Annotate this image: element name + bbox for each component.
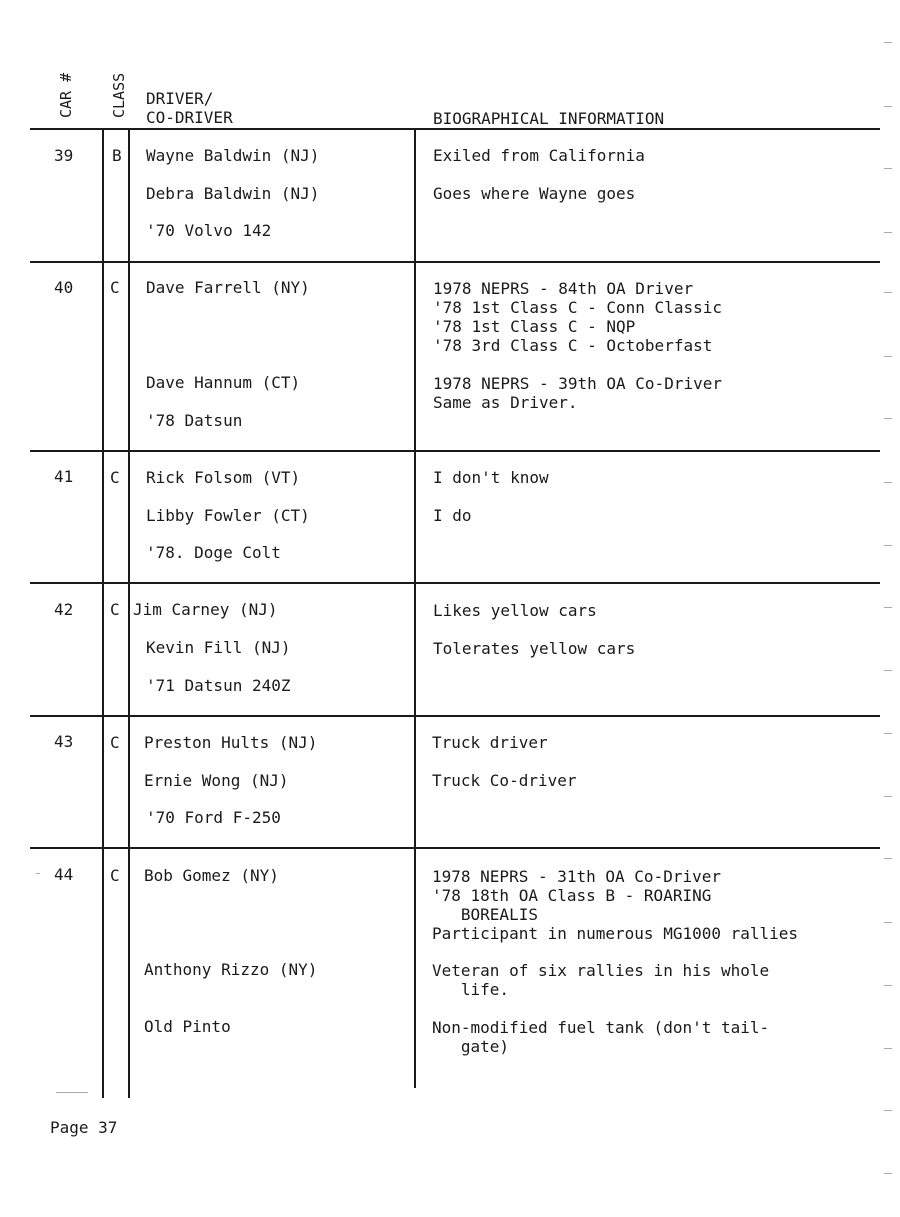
column-divider <box>102 130 104 1098</box>
car-number: 39 <box>54 146 74 165</box>
bio-line: 1978 NEPRS - 39th OA Co-Driver <box>433 374 722 393</box>
driver-name: Jim Carney (NJ) <box>133 600 278 619</box>
bio-line: '78 1st Class C - Conn Classic <box>433 298 722 317</box>
header-driver: DRIVER/ <box>146 89 214 108</box>
page-number: Page 37 <box>50 1118 118 1137</box>
car-model: '70 Volvo 142 <box>146 221 272 240</box>
scan-mark <box>884 1048 892 1049</box>
codriver-name: Dave Hannum (CT) <box>146 373 301 392</box>
bio-line: Truck driver <box>432 733 548 752</box>
scan-mark <box>884 232 892 233</box>
bio-line: 1978 NEPRS - 84th OA Driver <box>433 279 694 298</box>
class-code: C <box>110 468 120 487</box>
scan-mark <box>884 106 892 107</box>
scan-mark <box>56 1092 88 1093</box>
codriver-name: Kevin Fill (NJ) <box>146 638 291 657</box>
bio-line: Same as Driver. <box>433 393 578 412</box>
header-codriver: CO-DRIVER <box>146 108 233 127</box>
codriver-name: Libby Fowler (CT) <box>146 506 310 525</box>
scan-mark <box>884 42 892 43</box>
scan-mark <box>884 418 892 419</box>
scan-mark <box>884 858 892 859</box>
row-divider <box>30 582 880 584</box>
header-rule <box>30 128 880 130</box>
bio-line: Veteran of six rallies in his whole <box>432 961 770 980</box>
row-divider <box>30 847 880 849</box>
car-number: 40 <box>54 278 74 297</box>
bio-line: Likes yellow cars <box>433 601 597 620</box>
driver-name: Preston Hults (NJ) <box>144 733 318 752</box>
car-model: '78. Doge Colt <box>146 543 281 562</box>
scan-mark <box>884 670 892 671</box>
bio-line: Non-modified fuel tank (don't tail- <box>432 1018 770 1037</box>
scan-mark <box>884 545 892 546</box>
scan-mark <box>884 292 892 293</box>
bio-line: BOREALIS <box>432 905 538 924</box>
row-divider <box>30 261 880 263</box>
header-class: CLASS <box>110 72 128 118</box>
scan-mark <box>884 1173 892 1174</box>
car-model: '70 Ford F-250 <box>146 808 281 827</box>
bio-line: Truck Co-driver <box>432 771 577 790</box>
car-number: 44 <box>54 865 74 884</box>
car-number: 43 <box>54 732 74 751</box>
column-divider <box>128 130 130 1098</box>
car-number: 42 <box>54 600 74 619</box>
driver-name: Dave Farrell (NY) <box>146 278 310 297</box>
scan-mark <box>884 733 892 734</box>
bio-line: Participant in numerous MG1000 rallies <box>432 924 799 943</box>
driver-name: Bob Gomez (NY) <box>144 866 279 885</box>
bio-line: gate) <box>432 1037 510 1056</box>
car-model: Old Pinto <box>144 1017 231 1036</box>
scan-mark <box>884 482 892 483</box>
header-bio: BIOGRAPHICAL INFORMATION <box>433 109 665 128</box>
column-divider <box>414 130 416 1088</box>
scan-mark <box>884 356 892 357</box>
scan-mark <box>884 922 892 923</box>
scan-mark <box>884 607 892 608</box>
car-model: '71 Datsun 240Z <box>146 676 291 695</box>
bio-line: '78 1st Class C - NQP <box>433 317 636 336</box>
codriver-name: Debra Baldwin (NJ) <box>146 184 320 203</box>
scan-mark <box>36 873 40 874</box>
car-model: '78 Datsun <box>146 411 243 430</box>
row-divider <box>30 715 880 717</box>
bio-line: Tolerates yellow cars <box>433 639 636 658</box>
driver-name: Wayne Baldwin (NJ) <box>146 146 320 165</box>
row-divider <box>30 450 880 452</box>
car-number: 41 <box>54 467 74 486</box>
scan-mark <box>884 1110 892 1111</box>
bio-line: life. <box>432 980 510 999</box>
codriver-name: Anthony Rizzo (NY) <box>144 960 318 979</box>
bio-line: Goes where Wayne goes <box>433 184 636 203</box>
scan-mark <box>884 796 892 797</box>
bio-line: I do <box>433 506 472 525</box>
bio-line: I don't know <box>433 468 549 487</box>
bio-line: '78 18th OA Class B - ROARING <box>432 886 712 905</box>
class-code: C <box>110 866 120 885</box>
class-code: C <box>110 600 120 619</box>
scan-mark <box>884 168 892 169</box>
codriver-name: Ernie Wong (NJ) <box>144 771 289 790</box>
class-code: B <box>112 146 122 165</box>
bio-line: 1978 NEPRS - 31th OA Co-Driver <box>432 867 721 886</box>
header-car-number: CAR # <box>57 72 75 118</box>
class-code: C <box>110 278 120 297</box>
bio-line: '78 3rd Class C - Octoberfast <box>433 336 713 355</box>
class-code: C <box>110 733 120 752</box>
bio-line: Exiled from California <box>433 146 645 165</box>
scan-mark <box>884 985 892 986</box>
driver-name: Rick Folsom (VT) <box>146 468 301 487</box>
